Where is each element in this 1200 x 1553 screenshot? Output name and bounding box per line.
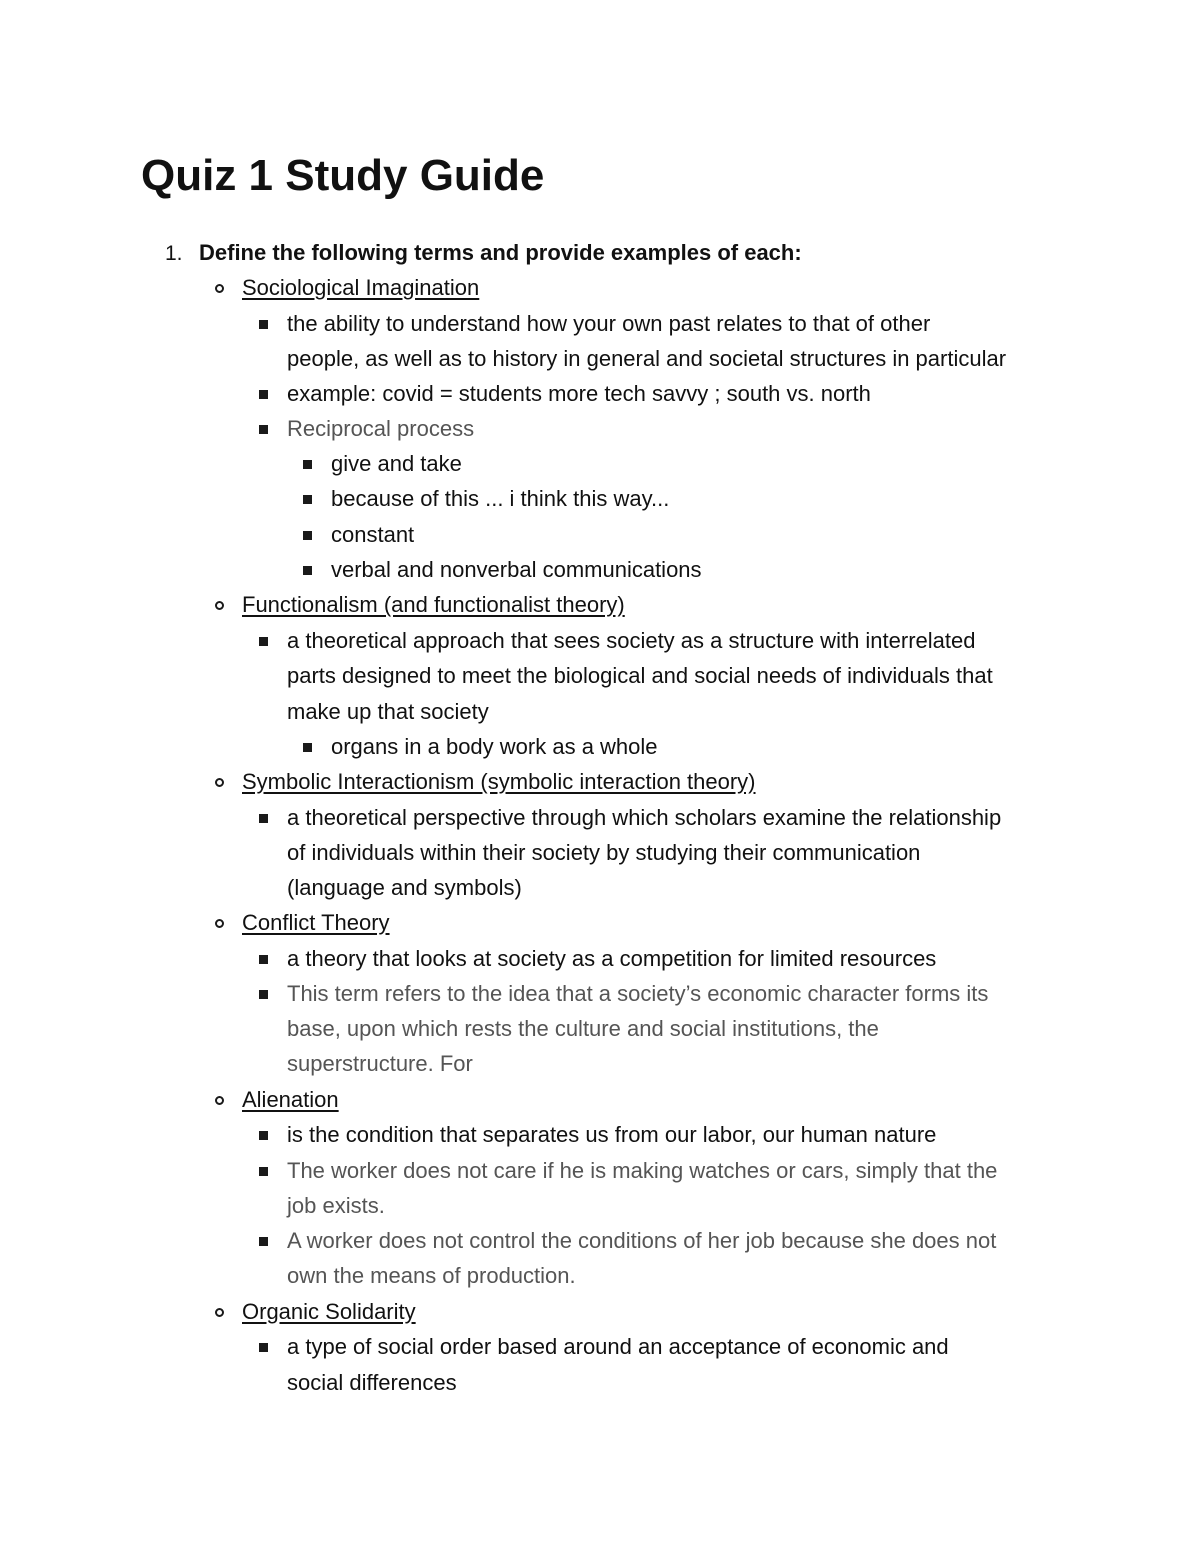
term-conflict-theory: Conflict Theory [242,910,390,935]
square-bullet-icon [259,814,268,823]
term-organic-solidarity: Organic Solidarity [242,1299,416,1324]
square-bullet-icon [259,390,268,399]
definition-line: social differences [287,1370,457,1395]
note-line: A worker does not control the conditions of her job because she does not [287,1228,997,1253]
square-bullet-icon [303,566,312,575]
page-title: Quiz 1 Study Guide [141,151,545,200]
square-bullet-icon [303,743,312,752]
definition-line: is the condition that separates us from our labor, our human nature [287,1122,937,1147]
sub-item: constant [331,522,415,547]
square-bullet-icon [303,531,312,540]
definition-line: a type of social order based around an acceptance of economic and [287,1334,949,1359]
reciprocal-process-line: Reciprocal process [287,416,475,441]
hollow-bullet-icon [215,778,224,787]
square-bullet-icon [259,1131,268,1140]
hollow-bullet-icon [215,284,224,293]
list-number: 1. [165,242,183,265]
sub-item: give and take [331,451,462,476]
note-line: superstructure. For [287,1051,473,1076]
definition-line: of individuals within their society by studying their communication [287,840,921,865]
hollow-bullet-icon [215,601,224,610]
definition-line: (language and symbols) [287,875,522,900]
definition-line: people, as well as to history in general and societal structures in particular [287,346,1007,371]
sub-item: organs in a body work as a whole [331,734,658,759]
square-bullet-icon [259,320,268,329]
hollow-bullet-icon [215,1096,224,1105]
square-bullet-icon [259,425,268,434]
sub-item: verbal and nonverbal communications [331,557,702,582]
example-line: example: covid = students more tech savvy ; south vs. north [287,381,871,406]
definition-line: a theoretical approach that sees society as a structure with interrelated [287,628,976,653]
square-bullet-icon [259,955,268,964]
definition-line: parts designed to meet the biological and social needs of individuals that [287,663,993,688]
definition-line: a theoretical perspective through which scholars examine the relationship [287,805,1002,830]
definition-line: make up that society [287,699,489,724]
definition-line: a theory that looks at society as a competition for limited resources [287,946,937,971]
note-line: own the means of production. [287,1263,576,1288]
term-alienation: Alienation [242,1087,339,1112]
square-bullet-icon [259,990,268,999]
note-line: base, upon which rests the culture and social institutions, the [287,1016,879,1041]
term-symbolic-interactionism: Symbolic Interactionism (symbolic interaction theory) [242,769,756,794]
note-line: This term refers to the idea that a society’s economic character forms its [287,981,989,1006]
square-bullet-icon [303,460,312,469]
sub-item: because of this ... i think this way... [331,486,670,511]
term-functionalism: Functionalism (and functionalist theory) [242,592,625,617]
hollow-bullet-icon [215,919,224,928]
hollow-bullet-icon [215,1308,224,1317]
square-bullet-icon [303,495,312,504]
square-bullet-icon [259,1167,268,1176]
square-bullet-icon [259,637,268,646]
square-bullet-icon [259,1237,268,1246]
note-line: The worker does not care if he is making watches or cars, simply that the [287,1158,998,1183]
note-line: job exists. [287,1193,385,1218]
term-sociological-imagination: Sociological Imagination [242,275,480,300]
square-bullet-icon [259,1343,268,1352]
question-text: Define the following terms and provide examples of each: [199,240,802,265]
definition-line: the ability to understand how your own past relates to that of other [287,311,931,336]
